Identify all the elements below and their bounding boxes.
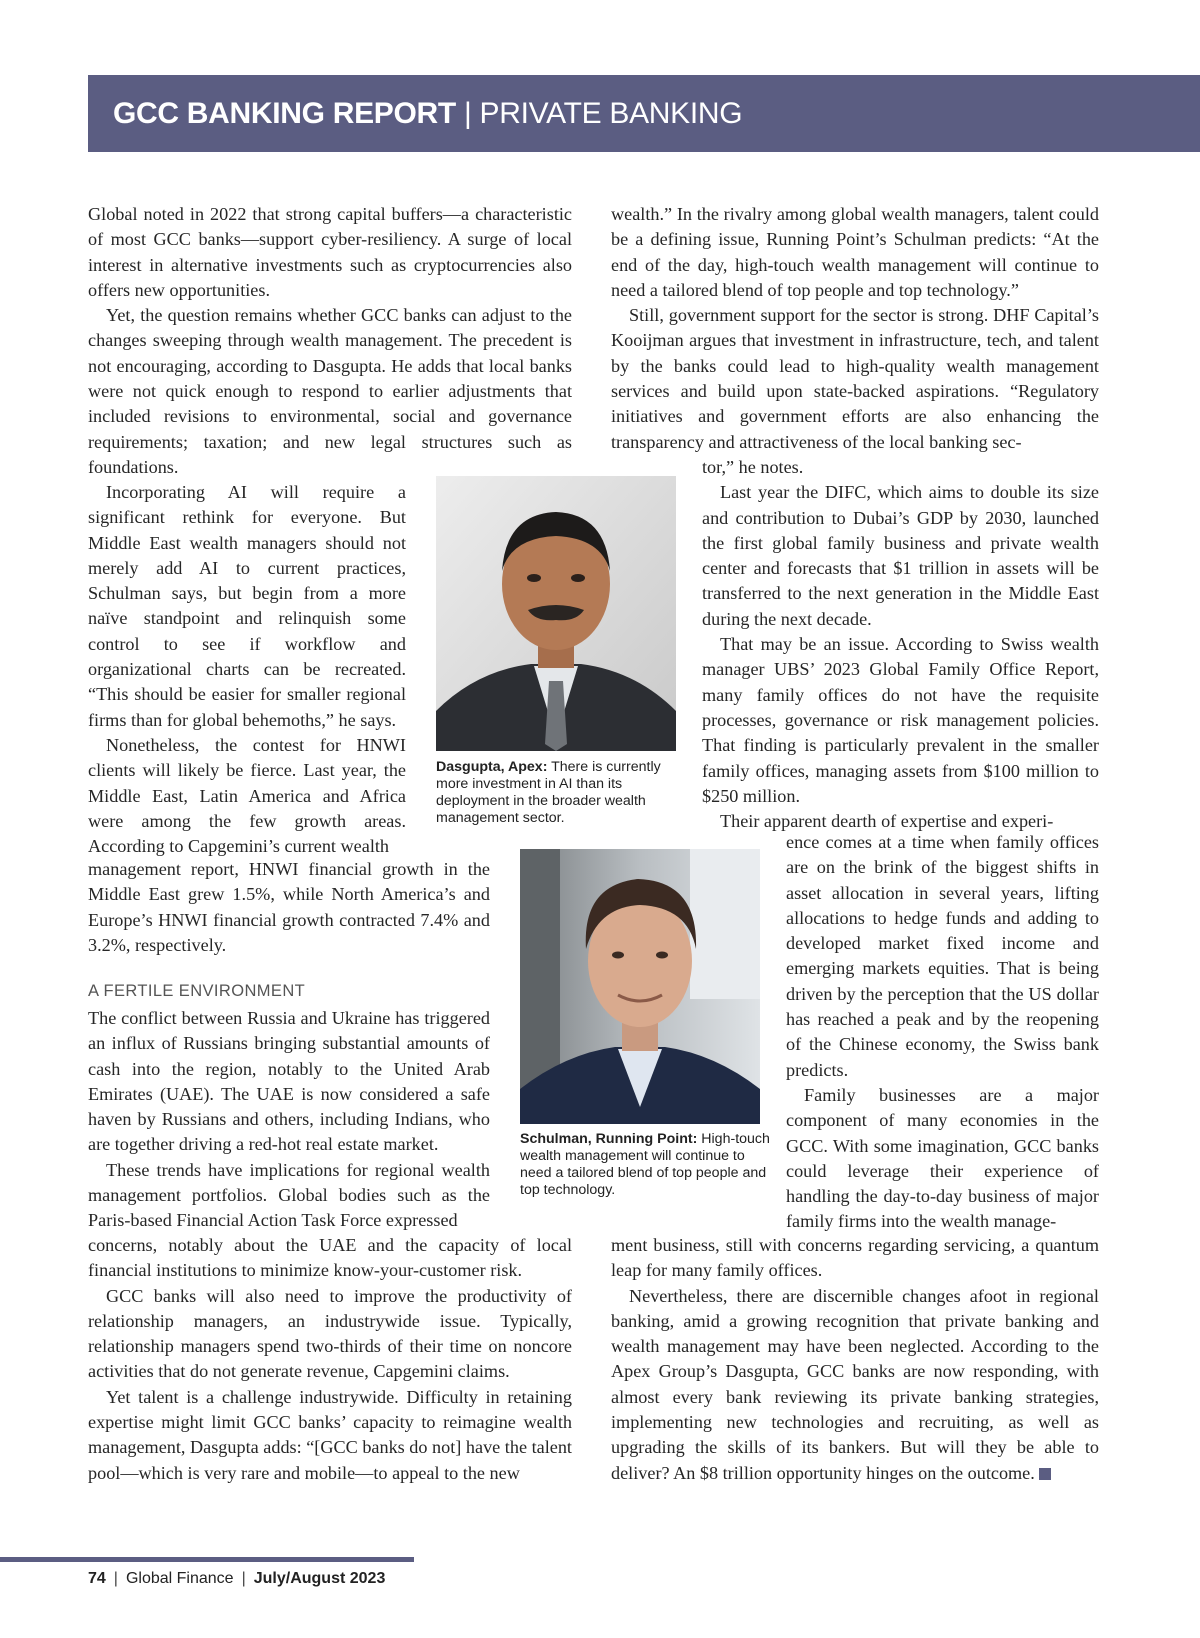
issue-date: July/August 2023 xyxy=(253,1570,386,1587)
paragraph: Global noted in 2022 that strong capital buffers—a characteristic of most GCC banks—support cyber-resiliency. A surge of local interest in alternative investments such as cryptocurrencies also offers new opportunities. xyxy=(88,204,572,300)
paragraph: GCC banks will also need to improve the productivity of relationship managers, an industrywide issue. Typically, relationship managers spend two-thirds of their time on noncore activities that do not generate revenue, Capgemini claims. xyxy=(88,1285,572,1382)
paragraph: These trends have implications for regional wealth management portfolios. Global bodies such as the Paris-based Financial Action Task Force expressed xyxy=(88,1159,490,1231)
paragraph: wealth.” In the rivalry among global wealth managers, talent could be a defining issue, Running Point’s Schulman predicts: “At the end of the day, high-touch wealth management will continue to need a tailored blend of top people and top technology.” xyxy=(611,204,1099,300)
paragraph: ence comes at a time when family offices are on the brink of the biggest shifts in asset allocation in several years, lifting allocations to hedge funds and adding to developed market fixed income and emerging markets equities. That is being driven by the perception that the US dollar has reached a peak and by the reopening of the Chinese economy, the Swiss bank predicts. xyxy=(786,832,1099,1080)
left-column-top xyxy=(88,202,572,480)
left-column-narrow xyxy=(88,480,406,859)
paragraph: The conflict between Russia and Ukraine has triggered an influx of Russians bringing substantial amounts of cash into the region, notably to the United Arab Emirates (UAE). The UAE is now considered a safe haven by Russians and others, including Indians, who are together driving a red-hot real estate market. xyxy=(88,1008,490,1155)
paragraph: Last year the DIFC, which aims to double its size and contribution to Dubai’s GDP by 2030, launched the first global family business and private wealth center and forecasts that $1 trillion in assets will be transferred to the next generation in the Middle East during the next decade. xyxy=(702,482,1099,629)
paragraph: Still, government support for the sector is strong. DHF Capital’s Kooijman argues that investment in infrastructure, tech, and talent by the banks could lead to high-quality wealth management services and build upon state-backed aspirations. “Regulatory initiatives and government efforts are also enhancing the transparency and attractiveness of the local banking sec- xyxy=(611,305,1099,452)
left-column-bottom xyxy=(88,1233,572,1486)
banner-title-light: PRIVATE BANKING xyxy=(479,97,743,130)
footer-separator: | xyxy=(241,1570,246,1587)
right-column-top xyxy=(611,202,1099,455)
right-column-narrow xyxy=(702,455,1099,834)
final-paragraph-text: Nevertheless, there are discernible changes afoot in regional banking, amid a growing recognition that private banking and wealth management may have been neglected. According to the Apex Group’s Dasgupta, GCC banks are now responding, with almost every bank reviewing its private banking strategies, implementing new technologies and recruiting, as well as upgrading the skills of its bankers. But will they be able to deliver? An $8 trillion opportunity hinges on the outcome. xyxy=(611,1285,1099,1483)
banner-separator: | xyxy=(455,97,480,130)
publication-name: Global Finance xyxy=(125,1570,234,1587)
paragraph: tor,” he notes. xyxy=(702,457,804,477)
paragraph: ment business, still with concerns regarding servicing, a quantum leap for many family offices. xyxy=(611,1235,1099,1281)
caption-text: High-touch wealth management will continue to need a tailored blend of top people and top technology. xyxy=(520,1131,770,1198)
schulman-photo xyxy=(520,849,760,1124)
left-column-middle xyxy=(88,857,490,958)
footer xyxy=(88,1570,385,1588)
paragraph: Nonetheless, the contest for HNWI clients will likely be fierce. Last year, the Middle East, Latin America and Africa were among the few growth areas. According to Capgemini’s current wealth xyxy=(88,734,406,857)
paragraph xyxy=(611,1284,1099,1486)
left-column-section xyxy=(88,1006,490,1234)
banner-title xyxy=(113,97,742,131)
footer-separator: | xyxy=(113,1570,118,1587)
paragraph: That may be an issue. According to Swiss wealth manager UBS’ 2023 Global Family Office Report, many family offices do not have the requisite processes, governance or risk management policies. That finding is particularly prevalent in the smaller family offices, managing assets from $100 million to $250 million. xyxy=(702,634,1099,806)
paragraph: Yet, the question remains whether GCC banks can adjust to the changes sweeping through wealth management. The precedent is not encouraging, according to Dasgupta. He adds that local banks were not quick enough to respond to earlier adjustments that included revisions to environmental, social and governance requirements; taxation; and new legal structures such as foundations. xyxy=(88,305,572,477)
section-banner xyxy=(88,75,1200,152)
page-number: 74 xyxy=(88,1570,106,1587)
right-column-bottom xyxy=(611,1233,1099,1486)
paragraph: Their apparent dearth of expertise and experi- xyxy=(720,811,1054,832)
end-mark-icon xyxy=(1039,1468,1051,1480)
paragraph: Yet talent is a challenge industrywide. Difficulty in retaining expertise might limit GCC banks’ capacity to reimagine wealth management, Dasgupta adds: “[GCC banks do not] have the talent pool—which is very rare and mobile—to appeal to the new xyxy=(88,1386,572,1483)
paragraph: concerns, notably about the UAE and the capacity of local financial institutions to minimize know-your-customer risk. xyxy=(88,1235,572,1281)
section-heading: A FERTILE ENVIRONMENT xyxy=(88,982,306,1000)
caption-name: Schulman, Running Point: xyxy=(520,1131,698,1147)
paragraph: management report, HNWI financial growth in the Middle East grew 1.5%, while North America’s and Europe’s HNWI financial growth contracted 7.4% and 3.2%, respectively. xyxy=(88,859,490,955)
paragraph: Incorporating AI will require a significant rethink for everyone. But Middle East wealth managers should not merely add AI to current practices, Schulman says, but begin from a more naïve standpoint and relinquish some control to see if workflow and organizational charts can be recreated. “This should be easier for smaller regional firms than for global behemoths,” he says. xyxy=(88,482,406,730)
paragraph: Family businesses are a major component of many economies in the GCC. With some imagination, GCC banks could leverage their experience of handling the day-to-day business of major family firms into the wealth manage- xyxy=(786,1084,1099,1232)
right-column-narrower xyxy=(786,830,1099,1235)
footer-rule xyxy=(0,1557,414,1562)
dasgupta-photo xyxy=(436,476,676,751)
dasgupta-caption xyxy=(436,759,681,827)
caption-text: There is currently more investment in AI than its deployment in the broader wealth management sector. xyxy=(436,759,661,826)
caption-name: Dasgupta, Apex: xyxy=(436,759,548,775)
schulman-caption xyxy=(520,1131,770,1199)
banner-title-bold: GCC BANKING REPORT xyxy=(113,97,456,130)
